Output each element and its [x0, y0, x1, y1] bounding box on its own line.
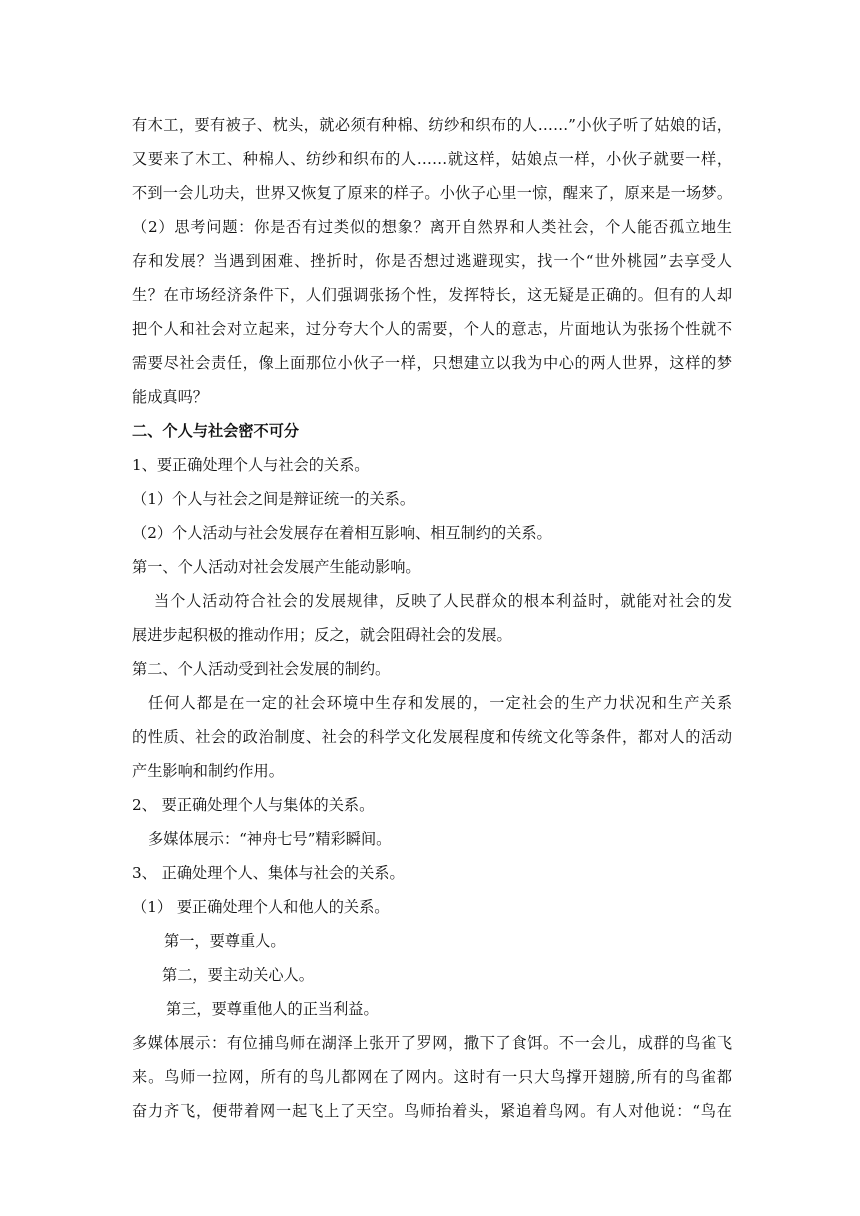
paragraph-line: 第一，要尊重人。	[164, 932, 286, 950]
paragraph-line: 来。鸟师一拉网，所有的鸟儿都网在了网内。这时有一只大鸟撑开翅膀,所有的鸟雀都	[132, 1068, 732, 1086]
paragraph-line: （2）思考问题：你是否有过类似的想象？离开自然界和人类社会，个人能否孤立地生	[132, 218, 732, 236]
paragraph-line: （2）个人活动与社会发展存在着相互影响、相互制约的关系。	[132, 524, 552, 542]
paragraph-line: （1） 要正确处理个人和他人的关系。	[132, 898, 390, 916]
paragraph-line: 又要来了木工、种棉人、纺纱和织布的人……就这样，姑娘点一样，小伙子就要一样，	[132, 150, 732, 168]
paragraph-line: 不到一会儿功夫，世界又恢复了原来的样子。小伙子心里一惊，醒来了，原来是一场梦。	[132, 184, 732, 202]
paragraph-line: 多媒体展示：有位捕鸟师在湖泽上张开了罗网，撒下了食饵。不一会儿，成群的鸟雀飞	[132, 1034, 732, 1052]
document-body	[132, 108, 732, 1128]
paragraph-line: 的性质、社会的政治制度、社会的科学文化发展程度和传统文化等条件，都对人的活动	[132, 728, 732, 746]
paragraph-line: 存和发展？当遇到困难、挫折时，你是否想过逃避现实，找一个“世外桃园”去享受人	[132, 252, 732, 270]
paragraph-line: 第一、个人活动对社会发展产生能动影响。	[132, 558, 421, 576]
paragraph-line: 当个人活动符合社会的发展规律，反映了人民群众的根本利益时，就能对社会的发	[154, 592, 732, 610]
paragraph-line: 需要尽社会责任，像上面那位小伙子一样，只想建立以我为中心的两人世界，这样的梦	[132, 354, 732, 372]
paragraph-line: 任何人都是在一定的社会环境中生存和发展的，一定社会的生产力状况和生产关系	[148, 694, 732, 712]
paragraph-line: 2、 要正确处理个人与集体的关系。	[132, 796, 375, 814]
paragraph-line: 把个人和社会对立起来，过分夸大个人的需要，个人的意志，片面地认为张扬个性就不	[132, 320, 732, 338]
paragraph-line: 第二，要主动关心人。	[162, 966, 314, 984]
paragraph-line: 第二、个人活动受到社会发展的制约。	[132, 660, 391, 678]
paragraph-line: 展进步起积极的推动作用；反之，就会阻碍社会的发展。	[132, 626, 512, 644]
paragraph-line: 3、 正确处理个人、集体与社会的关系。	[132, 864, 405, 882]
paragraph-line: 有木工，要有被子、枕头，就必须有种棉、纺纱和织布的人……”小伙子听了姑娘的话，	[132, 116, 732, 134]
paragraph-line: 生？在市场经济条件下，人们强调张扬个性，发挥特长，这无疑是正确的。但有的人却	[132, 286, 732, 304]
paragraph-line: 多媒体展示：“神舟七号”精彩瞬间。	[148, 830, 392, 848]
section-heading: 二、个人与社会密不可分	[132, 422, 300, 440]
paragraph-line: 1、要正确处理个人与社会的关系。	[132, 456, 370, 474]
paragraph-line: 能成真吗？	[132, 388, 208, 406]
paragraph-line: 奋力齐飞，便带着网一起飞上了天空。鸟师抬着头，紧追着鸟网。有人对他说：“鸟在	[132, 1102, 732, 1120]
paragraph-line: 产生影响和制约作用。	[132, 762, 284, 780]
paragraph-line: （1）个人与社会之间是辩证统一的关系。	[132, 490, 416, 508]
paragraph-line: 第三，要尊重他人的正当利益。	[166, 1000, 379, 1018]
